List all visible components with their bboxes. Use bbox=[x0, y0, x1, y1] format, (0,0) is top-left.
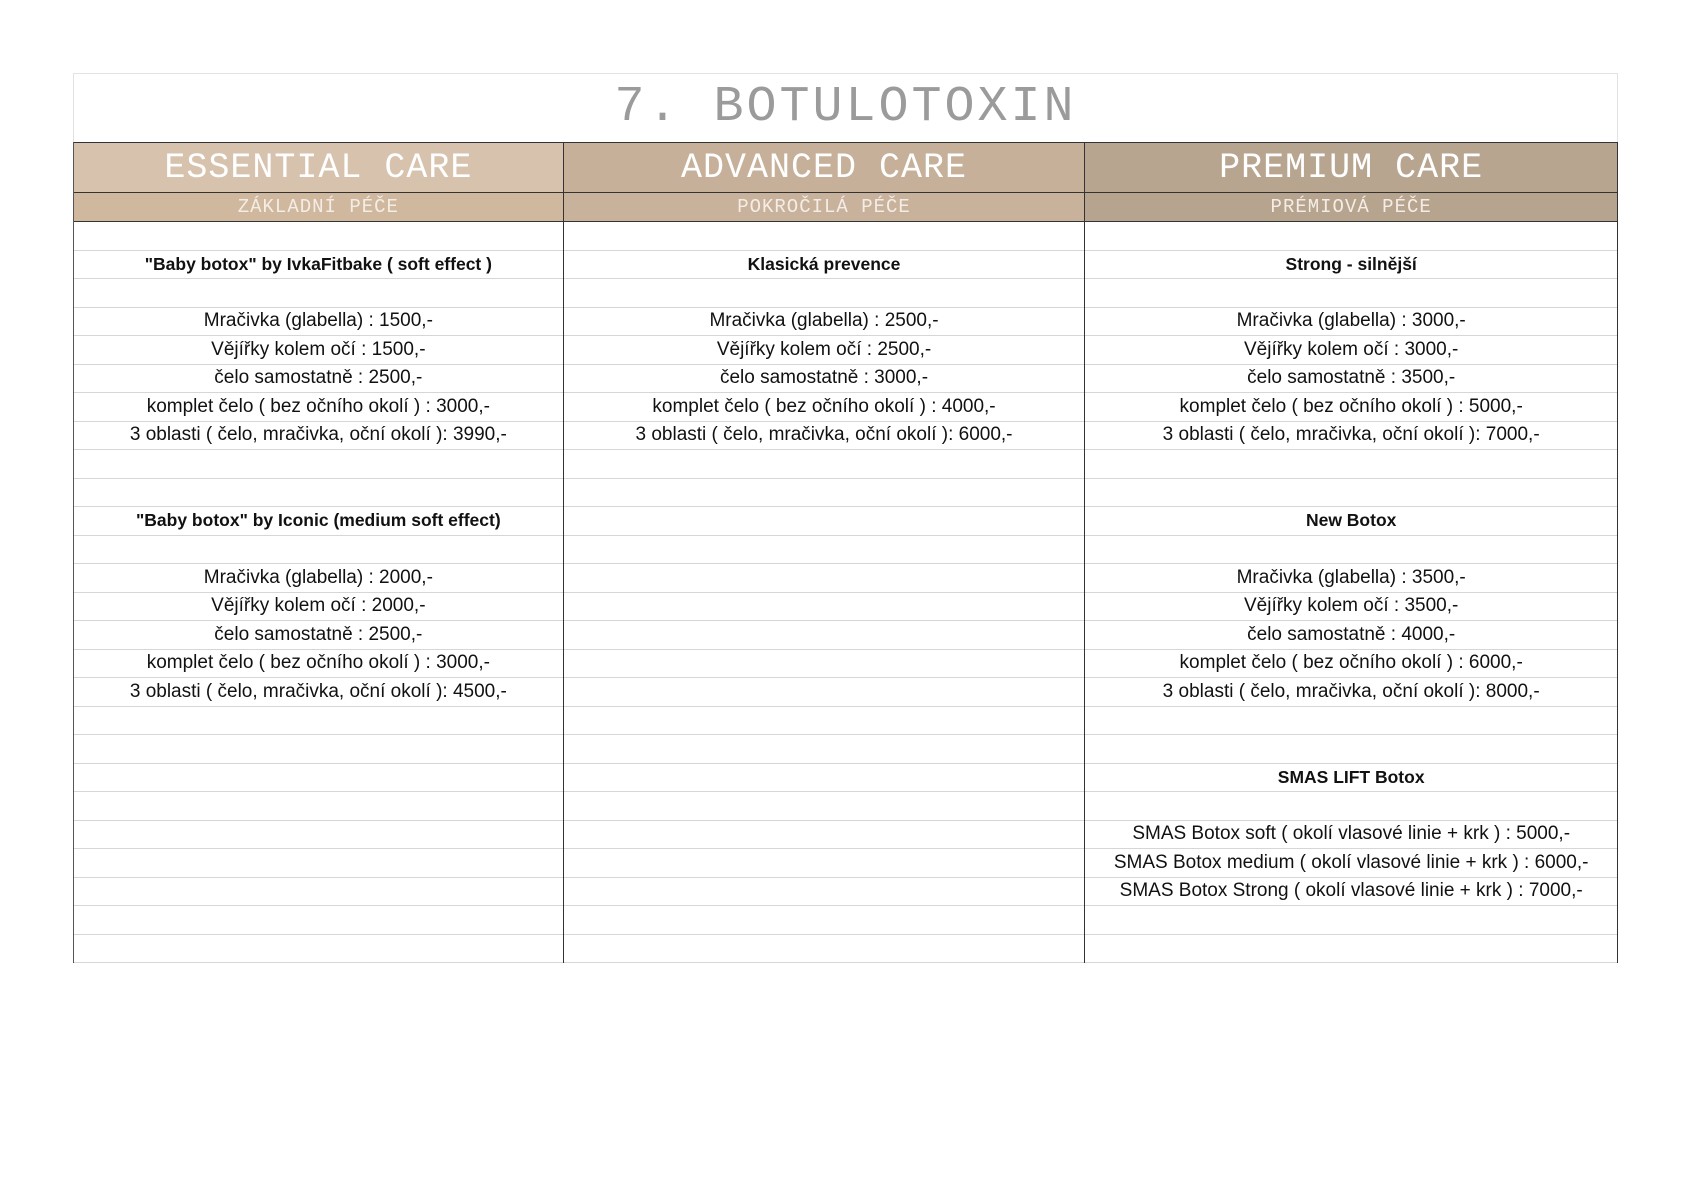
column-premium bbox=[1085, 142, 1618, 963]
price-line bbox=[564, 450, 1085, 479]
price-line bbox=[1085, 906, 1617, 935]
price-line bbox=[1085, 450, 1617, 479]
price-line bbox=[74, 735, 563, 764]
price-line bbox=[1085, 735, 1617, 764]
section-heading: Klasická prevence bbox=[564, 251, 1085, 280]
title-row bbox=[73, 73, 1618, 142]
price-line: Vějířky kolem očí : 2000,- bbox=[74, 593, 563, 622]
price-line bbox=[1085, 536, 1617, 565]
price-line bbox=[74, 479, 563, 508]
price-line bbox=[564, 792, 1085, 821]
price-line: Mračivka (glabella) : 2500,- bbox=[564, 308, 1085, 337]
price-line: Mračivka (glabella) : 3500,- bbox=[1085, 564, 1617, 593]
price-line bbox=[74, 906, 563, 935]
price-line: čelo samostatně : 2500,- bbox=[74, 365, 563, 394]
price-line: SMAS Botox soft ( okolí vlasové linie + krk ) : 5000,- bbox=[1085, 821, 1617, 850]
price-sheet bbox=[73, 73, 1618, 963]
price-line: komplet čelo ( bez očního okolí ) : 6000,- bbox=[1085, 650, 1617, 679]
column-rows bbox=[564, 222, 1085, 963]
price-line bbox=[564, 906, 1085, 935]
price-line: čelo samostatně : 4000,- bbox=[1085, 621, 1617, 650]
price-line: komplet čelo ( bez očního okolí ) : 4000,- bbox=[564, 393, 1085, 422]
price-line: komplet čelo ( bez očního okolí ) : 3000,- bbox=[74, 393, 563, 422]
price-line: komplet čelo ( bez očního okolí ) : 5000,- bbox=[1085, 393, 1617, 422]
price-line bbox=[564, 564, 1085, 593]
column-header: PREMIUM CARE bbox=[1085, 142, 1617, 193]
page-title: 7. BOTULOTOXIN bbox=[614, 79, 1077, 136]
price-line: čelo samostatně : 3500,- bbox=[1085, 365, 1617, 394]
column-header: ESSENTIAL CARE bbox=[74, 142, 563, 193]
price-line bbox=[564, 678, 1085, 707]
price-line bbox=[564, 507, 1085, 536]
price-line bbox=[74, 792, 563, 821]
price-line bbox=[74, 849, 563, 878]
price-line: 3 oblasti ( čelo, mračivka, oční okolí ): 8000,- bbox=[1085, 678, 1617, 707]
price-line: Mračivka (glabella) : 2000,- bbox=[74, 564, 563, 593]
price-line bbox=[564, 536, 1085, 565]
price-line bbox=[1085, 935, 1617, 964]
section-heading: SMAS LIFT Botox bbox=[1085, 764, 1617, 793]
column-advanced bbox=[564, 142, 1086, 963]
section-heading: New Botox bbox=[1085, 507, 1617, 536]
column-rows bbox=[74, 222, 563, 963]
column-rows bbox=[1085, 222, 1617, 963]
price-line bbox=[74, 821, 563, 850]
price-line bbox=[564, 935, 1085, 964]
column-subheader: POKROČILÁ PÉČE bbox=[564, 193, 1085, 222]
price-line bbox=[564, 849, 1085, 878]
price-line bbox=[1085, 279, 1617, 308]
price-line: Vějířky kolem očí : 3000,- bbox=[1085, 336, 1617, 365]
price-line: SMAS Botox Strong ( okolí vlasové linie + krk ) : 7000,- bbox=[1085, 878, 1617, 907]
price-line bbox=[74, 450, 563, 479]
price-line: Mračivka (glabella) : 3000,- bbox=[1085, 308, 1617, 337]
price-line: 3 oblasti ( čelo, mračivka, oční okolí ): 7000,- bbox=[1085, 422, 1617, 451]
price-line bbox=[1085, 222, 1617, 251]
price-line bbox=[74, 536, 563, 565]
column-essential bbox=[74, 142, 564, 963]
price-line bbox=[1085, 707, 1617, 736]
price-line: 3 oblasti ( čelo, mračivka, oční okolí ): 4500,- bbox=[74, 678, 563, 707]
section-heading: Strong - silnější bbox=[1085, 251, 1617, 280]
price-line bbox=[564, 707, 1085, 736]
price-line: čelo samostatně : 3000,- bbox=[564, 365, 1085, 394]
price-line bbox=[564, 279, 1085, 308]
price-line: SMAS Botox medium ( okolí vlasové linie + krk ) : 6000,- bbox=[1085, 849, 1617, 878]
price-line: Mračivka (glabella) : 1500,- bbox=[74, 308, 563, 337]
price-line bbox=[74, 878, 563, 907]
price-line bbox=[564, 878, 1085, 907]
price-line bbox=[564, 593, 1085, 622]
price-line bbox=[564, 735, 1085, 764]
price-line bbox=[74, 222, 563, 251]
price-line bbox=[1085, 479, 1617, 508]
price-line bbox=[564, 479, 1085, 508]
price-line bbox=[564, 222, 1085, 251]
price-line bbox=[74, 279, 563, 308]
section-heading: "Baby botox" by Iconic (medium soft effect) bbox=[74, 507, 563, 536]
price-line: Vějířky kolem očí : 2500,- bbox=[564, 336, 1085, 365]
column-subheader: PRÉMIOVÁ PÉČE bbox=[1085, 193, 1617, 222]
price-line bbox=[564, 764, 1085, 793]
price-line bbox=[564, 621, 1085, 650]
price-line bbox=[74, 935, 563, 964]
price-line: 3 oblasti ( čelo, mračivka, oční okolí ): 3990,- bbox=[74, 422, 563, 451]
column-header: ADVANCED CARE bbox=[564, 142, 1085, 193]
price-line: Vějířky kolem očí : 3500,- bbox=[1085, 593, 1617, 622]
price-line: Vějířky kolem očí : 1500,- bbox=[74, 336, 563, 365]
price-line bbox=[564, 650, 1085, 679]
column-subheader: ZÁKLADNÍ PÉČE bbox=[74, 193, 563, 222]
price-line: čelo samostatně : 2500,- bbox=[74, 621, 563, 650]
price-line bbox=[74, 707, 563, 736]
section-heading: "Baby botox" by IvkaFitbake ( soft effect ) bbox=[74, 251, 563, 280]
price-line bbox=[564, 821, 1085, 850]
price-line: 3 oblasti ( čelo, mračivka, oční okolí ): 6000,- bbox=[564, 422, 1085, 451]
price-grid bbox=[73, 142, 1618, 963]
price-line bbox=[1085, 792, 1617, 821]
price-line bbox=[74, 764, 563, 793]
price-line: komplet čelo ( bez očního okolí ) : 3000,- bbox=[74, 650, 563, 679]
